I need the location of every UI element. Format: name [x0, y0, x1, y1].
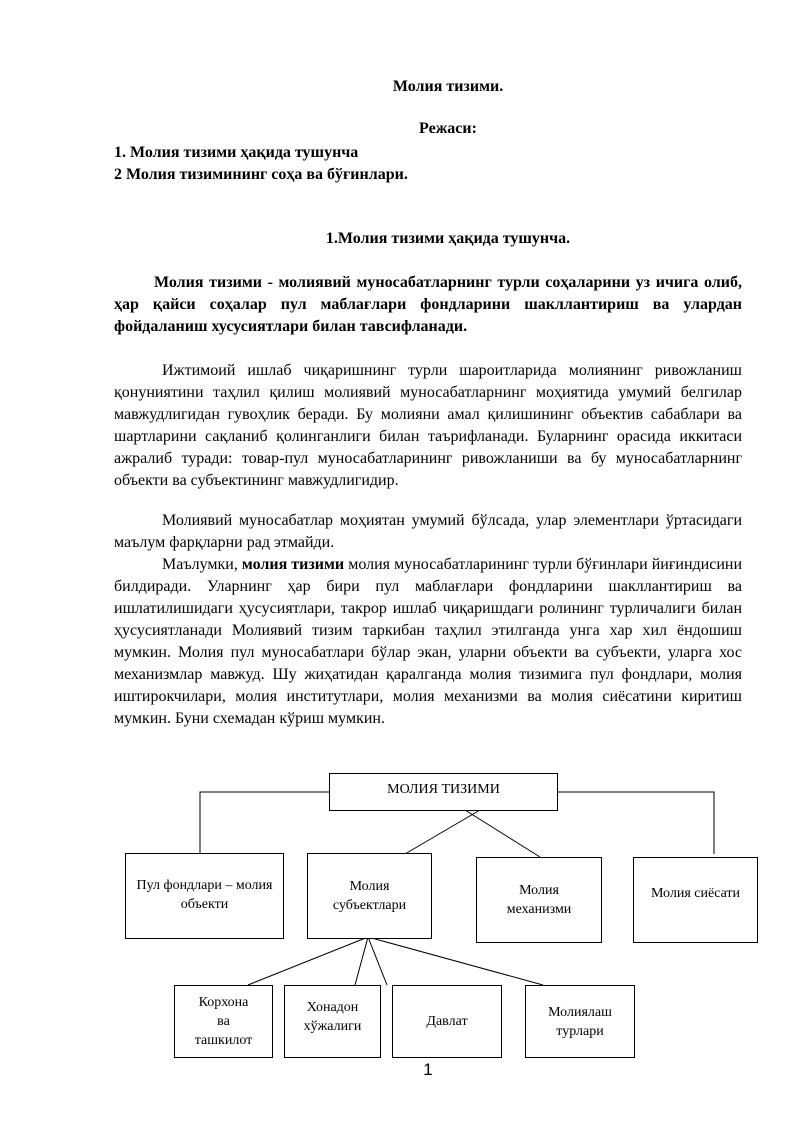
diagram-box-enterprise — [174, 985, 273, 1058]
paragraph-1 — [114, 360, 742, 492]
diagram-box-household — [284, 985, 381, 1058]
paragraph-3-bold-term: молия тизими — [241, 556, 345, 573]
paragraph-3-rest: молия муносабатларининг турли бўғинлари йиғиндисини билдиради. Уларнинг ҳар бири пул маблағлари фондларини шакллантириш ва ишлатилишидаги ҳусусиятлари, такрор ишлаб чиқаришдаги ролининг турличалиги билан ҳусусиятланади Молиявий тизим таркибан таҳлил этилганда унга хар хил ёндошиш мумкин. Молия пул муносабатлари бўлар экан, уларни объекти ва субъекти, уларга хос механизмлар мавжуд. Шу жиҳатидан қаралганда молия тизимига пул фондлари, молия иштирокчилари, молия институтлари, молия механизми ва молия сиёсатини киритиш мумкин. Буни схемадан кўриш мумкин. — [114, 556, 743, 727]
connector-subjects-to-household — [355, 937, 368, 985]
section-heading: 1.Молия тизими ҳақида тушунча. — [325, 230, 571, 247]
plan-item-1: 1. Молия тизими ҳақида тушунча — [114, 144, 359, 161]
diagram-box-funds-label: Пул фондлари – молия объекти — [136, 878, 273, 912]
diagram-box-state — [392, 985, 502, 1058]
diagram-box-policy-label: Молия сиёсати — [650, 886, 741, 901]
definition-paragraph — [114, 272, 742, 338]
paragraph-3 — [114, 554, 742, 730]
diagram-box-subjects-label: Молия субъектлари — [332, 879, 407, 913]
diagram-box-state-label: Давлат — [426, 1014, 468, 1029]
diagram-box-mechanism — [476, 857, 602, 943]
connector-root-to-policy — [558, 792, 714, 854]
connector-root-to-subjects — [405, 810, 480, 854]
diagram-box-policy — [633, 857, 758, 943]
diagram-box-funds — [125, 853, 284, 939]
connector-root-to-funds — [200, 792, 329, 854]
connector-subjects-to-financing — [368, 937, 543, 985]
connector-root-to-mechanism — [465, 810, 540, 857]
document-title: Молия тизими. — [392, 78, 504, 95]
diagram-root-box — [329, 773, 558, 811]
paragraph-3-lead: Маълумки, — [162, 556, 242, 573]
diagram-box-financing — [525, 985, 635, 1058]
diagram-box-mechanism-label: Молия механизми — [506, 883, 572, 917]
diagram-root-label: МОЛИЯ ТИЗИМИ — [387, 782, 500, 797]
paragraph-1-text: Ижтимоий ишлаб чиқаришнинг турли шароитларида молиянинг ривожланиш қонуниятини таҳлил қилиш молиявий муносабатларнинг моҳиятида умумий белгилар мавжудлигидан гувоҳлик беради. Бу молияни амал қилишининг объектив сабаблари ва шартларини сақланиб қолинганлиги билан таърифланади. Буларнинг орасида иккитаси ажралиб туради: товар-пул муносабатларининг ривожланиши ва бу муносабатларнинг объекти ва субъектининг мавжудлигидир. — [114, 362, 742, 489]
plan-heading: Режаси: — [419, 120, 477, 137]
diagram-box-financing-label: Молиялаш турлари — [548, 1004, 612, 1039]
page-number: 1 — [423, 1060, 433, 1079]
connector-subjects-to-state — [368, 937, 387, 985]
connector-subjects-to-enterprise — [248, 937, 368, 985]
paragraph-2-text: Молиявий муносабатлар моҳиятан умумий бўлсада, улар элементлари ўртасидаги маълум фарқларни рад этмайди. — [114, 512, 742, 551]
diagram-box-household-label: Хонадон хўжалиги — [303, 1000, 362, 1034]
definition-text: Молия тизими - молиявий муносабатларнинг турли соҳаларини уз ичига олиб, ҳар қайси соҳалар пул маблағлари фондларини шакллантириш ва улардан фойдаланиш хусусиятлари билан тавсифланади. — [114, 274, 742, 335]
diagram-box-enterprise-label: Корхона ва ташкилот — [194, 995, 253, 1048]
diagram-box-subjects — [307, 853, 432, 939]
paragraph-2 — [114, 510, 742, 554]
plan-item-2: 2 Молия тизимининг соҳа ва бўғинлари. — [114, 166, 408, 183]
